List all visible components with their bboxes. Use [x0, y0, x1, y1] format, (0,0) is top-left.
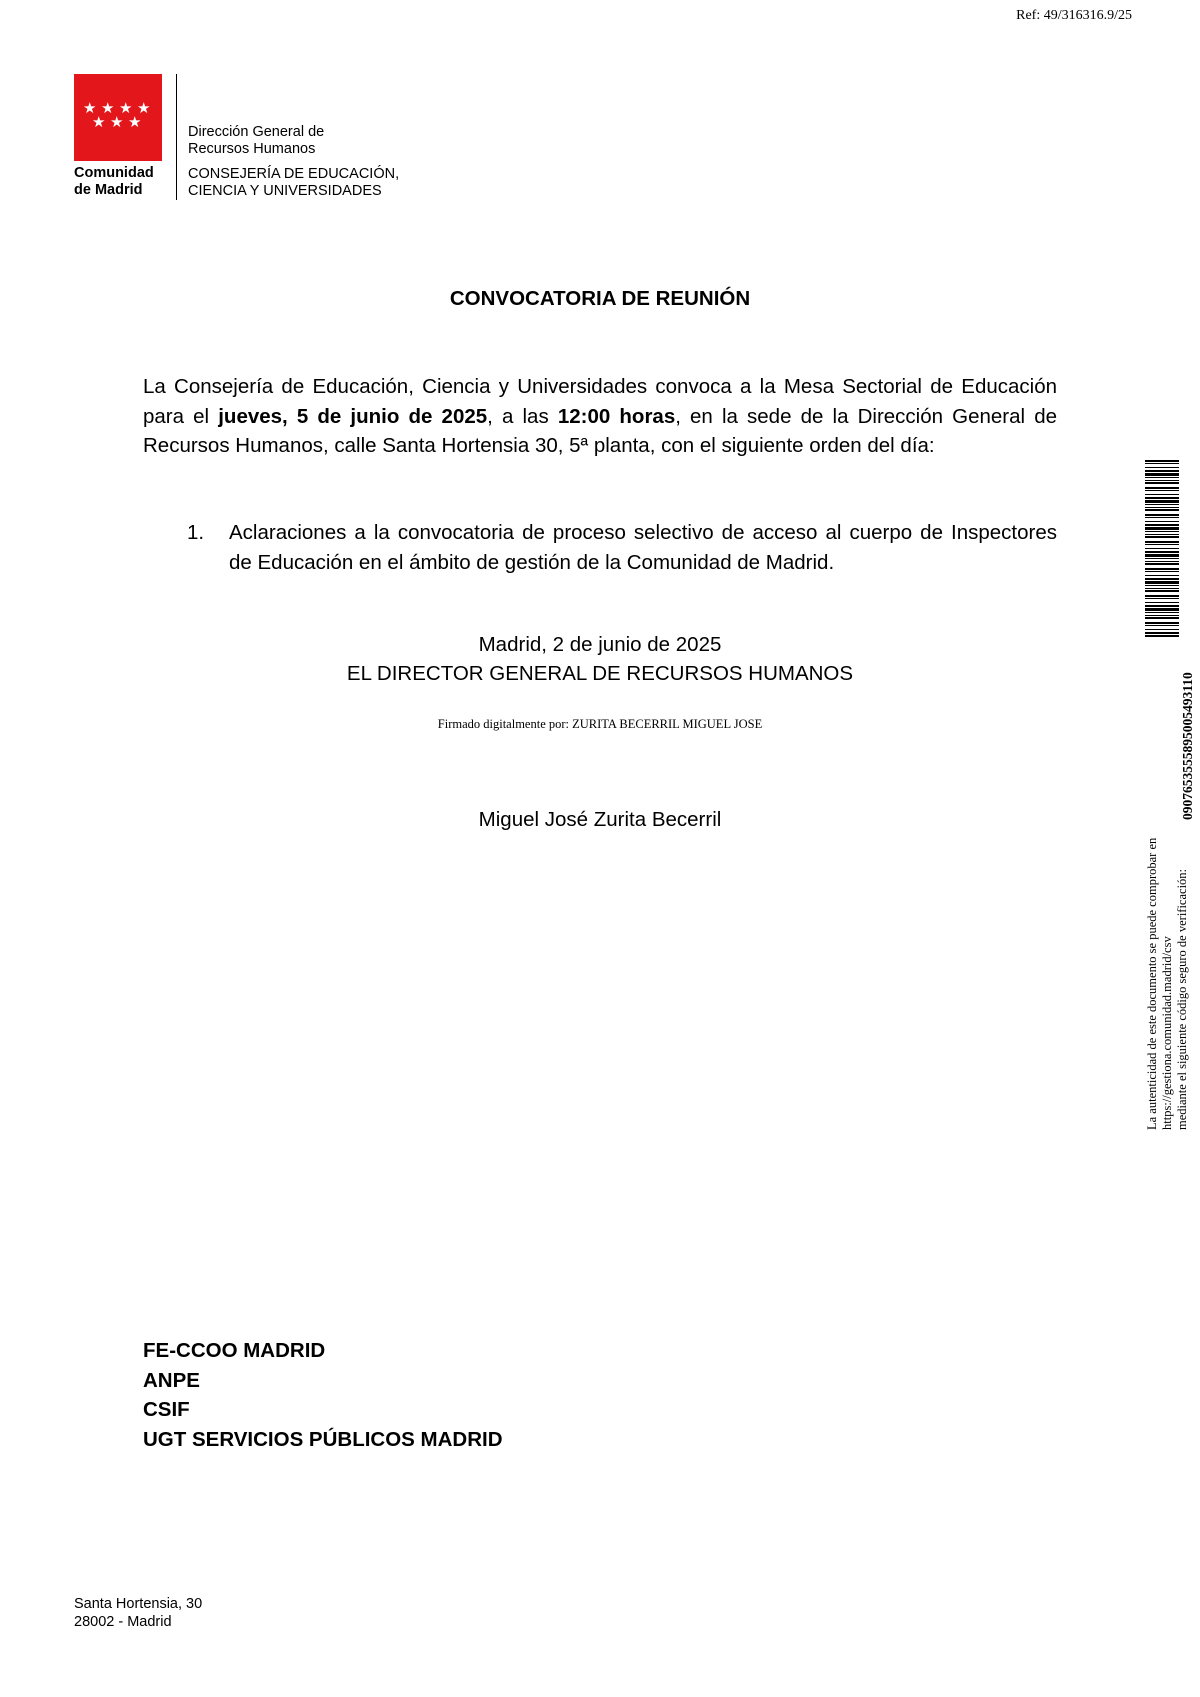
- verification-barcode: [1145, 460, 1179, 637]
- barcode-bar: [1145, 527, 1179, 530]
- barcode-bar: [1145, 568, 1179, 570]
- barcode-bar: [1145, 561, 1179, 562]
- barcode-bar: [1145, 585, 1179, 586]
- barcode-bar: [1145, 629, 1179, 630]
- barcode-bar: [1145, 490, 1179, 491]
- verification-text: La autenticidad de este documento se puede comprobar en https://gestiona.comunidad.madrid/csv mediante el siguiente código seguro de verificación:: [1145, 837, 1189, 1130]
- recipient: UGT SERVICIOS PÚBLICOS MADRID: [143, 1427, 503, 1451]
- barcode-bar: [1145, 497, 1179, 499]
- barcode-bar: [1145, 507, 1179, 508]
- star-icon: ★: [137, 100, 151, 117]
- star-icon: ★: [101, 100, 115, 117]
- barcode-bar: [1145, 548, 1179, 549]
- barcode-bar: [1145, 578, 1179, 580]
- barcode-bar: [1145, 470, 1179, 472]
- barcode-bar: [1145, 536, 1179, 538]
- barcode-bar: [1145, 605, 1179, 607]
- agenda-item-number: 1.: [187, 521, 205, 544]
- consejeria-name: CONSEJERÍA DE EDUCACIÓN, CIENCIA Y UNIVERSIDADES: [188, 166, 400, 199]
- star-icon: ★: [119, 100, 133, 117]
- star-icon: ★: [110, 114, 124, 131]
- barcode-bar: [1145, 517, 1179, 518]
- recipient: FE-CCOO MADRID: [143, 1339, 326, 1362]
- document-title: CONVOCATORIA DE REUNIÓN: [449, 287, 751, 310]
- place-date: Madrid, 2 de junio de 2025: [478, 633, 722, 656]
- barcode-bar: [1145, 558, 1179, 559]
- barcode-bar: [1145, 612, 1179, 613]
- recipient: ANPE: [143, 1368, 200, 1392]
- star-icon: ★: [92, 114, 106, 131]
- barcode-bar: [1145, 509, 1179, 511]
- barcode-bar: [1145, 480, 1179, 481]
- barcode-bar: [1145, 467, 1179, 468]
- barcode-bar: [1145, 524, 1179, 526]
- meeting-time: 12:00 horas: [557, 404, 676, 428]
- barcode-bar: [1145, 615, 1179, 616]
- barcode-bar: [1145, 500, 1179, 503]
- barcode-bar: [1145, 487, 1179, 489]
- barcode-bar: [1145, 625, 1179, 626]
- barcode-bar: [1145, 541, 1179, 543]
- barcode-bar: [1145, 571, 1179, 572]
- barcode-bar: [1145, 494, 1179, 495]
- barcode-bar: [1145, 581, 1179, 584]
- meeting-date: jueves, 5 de junio de 2025: [218, 404, 488, 428]
- barcode-bar: [1145, 473, 1179, 476]
- signer-name: Miguel José Zurita Becerril: [478, 808, 722, 831]
- barcode-bar: [1145, 595, 1179, 597]
- verification-code: 0907653555895005493110: [1180, 672, 1195, 820]
- barcode-bar: [1145, 632, 1179, 634]
- digital-signature: Firmado digitalmente por: ZURITA BECERRIL MIGUEL JOSE: [437, 717, 763, 731]
- barcode-bar: [1145, 588, 1179, 589]
- barcode-bar: [1145, 602, 1179, 603]
- barcode-bar: [1145, 504, 1179, 505]
- barcode-bar: [1145, 514, 1179, 516]
- agenda-item-text: Aclaraciones a la convocatoria de proceso selectivo de acceso al cuerpo de Inspectores de Educación en el ámbito de gestión de la Comunidad de Madrid.: [229, 521, 1057, 574]
- footer-address: Santa Hortensia, 30 28002 - Madrid: [74, 1596, 203, 1630]
- barcode-bar: [1145, 531, 1179, 532]
- barcode-bar: [1145, 622, 1179, 624]
- barcode-bar: [1145, 590, 1179, 592]
- barcode-bar: [1145, 554, 1179, 557]
- signer-position: EL DIRECTOR GENERAL DE RECURSOS HUMANOS: [346, 662, 854, 685]
- barcode-bar: [1145, 551, 1179, 553]
- barcode-bar: [1145, 563, 1179, 565]
- barcode-bar: [1145, 482, 1179, 484]
- logo-name: Comunidad de Madrid: [74, 165, 154, 198]
- barcode-bar: [1145, 477, 1179, 478]
- body-paragraph: La Consejería de Educación, Ciencia y Universidades convoca a la Mesa Sectorial de Educación para el jueves, 5 de junio de 2025, a las 12:00 horas, en la sede de la Dirección General de Recursos Humanos, calle Santa Hortensia 30, 5ª planta, con el siguiente orden del día:: [143, 375, 1058, 457]
- barcode-bar: [1145, 635, 1179, 637]
- barcode-bar: [1145, 575, 1179, 576]
- document-reference: Ref: 49/316316.9/25: [1016, 8, 1132, 23]
- recipient: CSIF: [143, 1398, 190, 1421]
- barcode-bar: [1145, 534, 1179, 535]
- agenda-item: [143, 518, 1057, 577]
- barcode-bar: [1145, 460, 1179, 462]
- barcode-bar: [1145, 521, 1179, 522]
- star-icon: ★: [128, 114, 142, 131]
- recipients-list: [143, 1336, 503, 1454]
- barcode-bar: [1145, 463, 1179, 464]
- logo-divider: [176, 74, 177, 200]
- barcode-bar: [1145, 617, 1179, 619]
- department-name: Dirección General de Recursos Humanos: [188, 124, 325, 157]
- comunidad-madrid-logo: [74, 74, 162, 161]
- barcode-bar: [1145, 544, 1179, 545]
- star-icon: ★: [83, 100, 97, 117]
- barcode-bar: [1145, 608, 1179, 611]
- barcode-bar: [1145, 598, 1179, 599]
